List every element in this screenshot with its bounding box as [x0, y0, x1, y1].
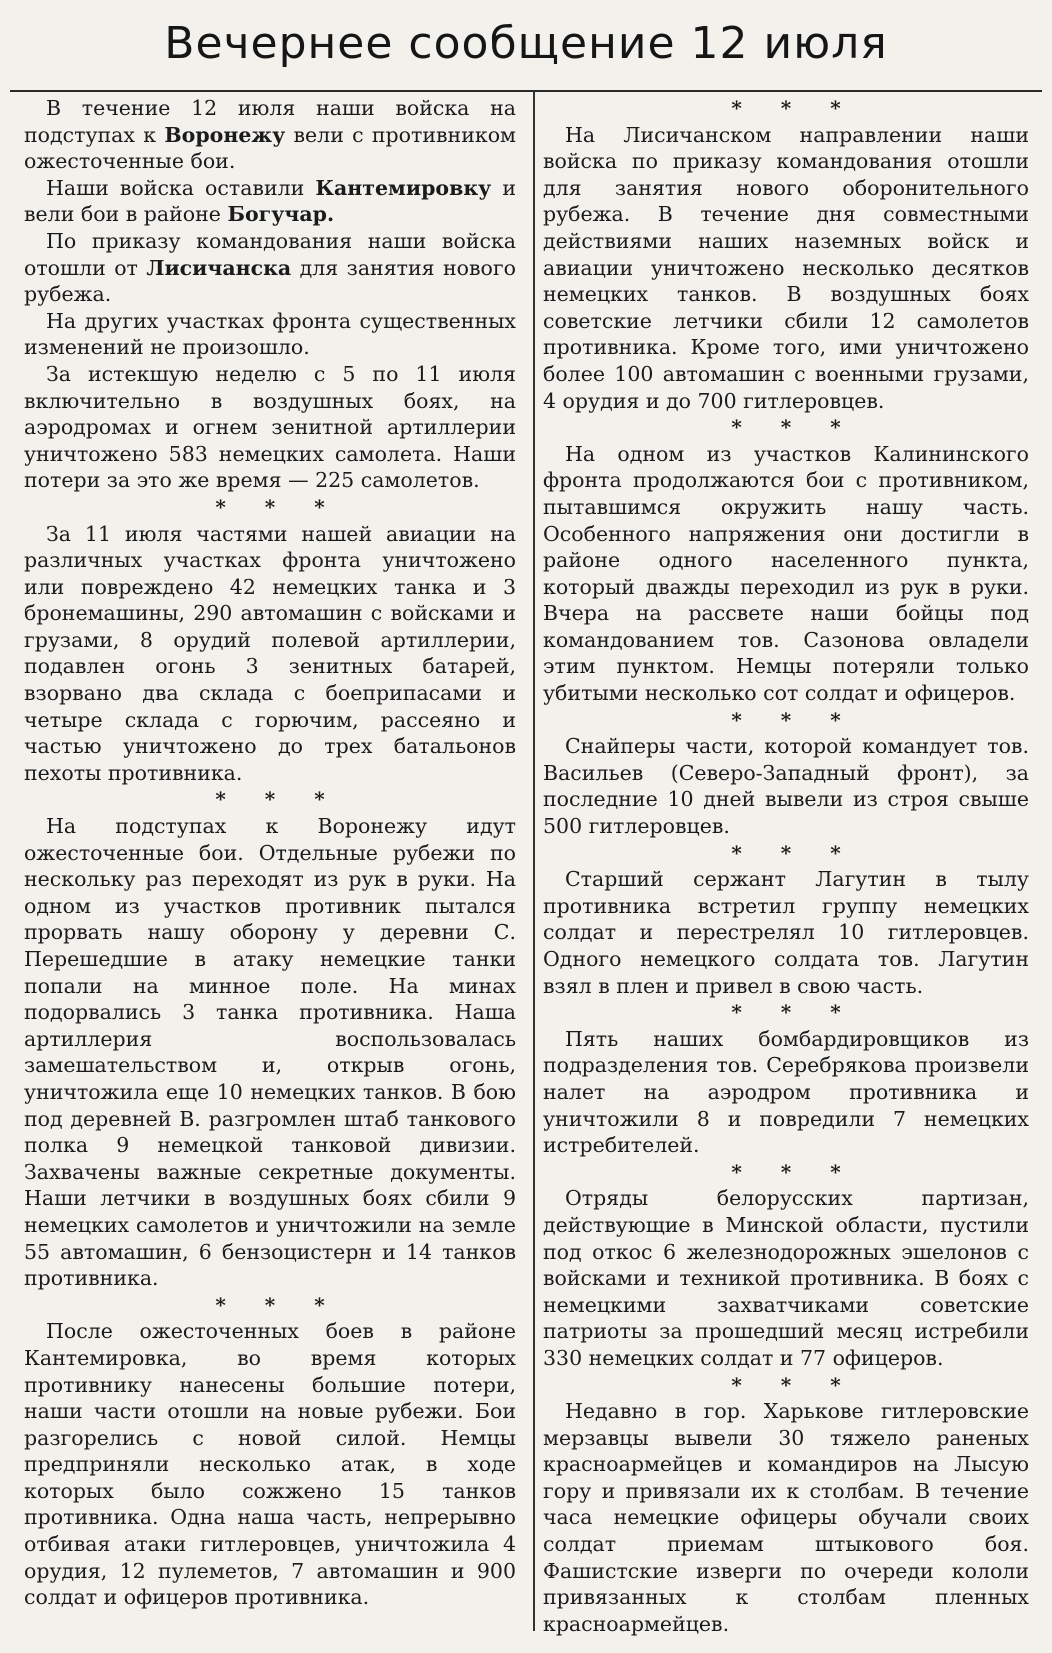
article-title: Вечернее сообщение 12 июля: [164, 18, 888, 69]
right-column: [543, 95, 1029, 1637]
left-column: [24, 95, 516, 1611]
section-separator: * * *: [731, 1372, 857, 1397]
place-name: Кантемировку: [315, 175, 492, 200]
place-name: Лисичанска: [146, 255, 292, 280]
section-separator: * * *: [731, 415, 857, 440]
paragraph: В течение 12 июля наши войска на подступах к Воронежу вели с противником ожесточенные бои.: [24, 96, 516, 174]
place-name: Богучар.: [227, 202, 335, 227]
paragraph: На подступах к Воронежу идут ожесточенные бои. Отдельные рубежи по нескольку раз переходят из рук в руки. На одном из участков противник пытался прорвать нашу оборону у деревни С. Перешедшие в атаку немецкие танки попали на минное поле. На минах подорвались 3 танка противника. Наша артиллерия воспользовалась замешательством и, открыв огонь, уничтожила еще 10 немецких танков. В бою под деревней В. разгромлен штаб танкового полка 9 немецкой танковой дивизии. Захвачены важные секретные документы. Наши летчики в воздушных боях сбили 9 немецких самолетов и уничтожили на земле 55 автомашин, 6 бензоцистерн и 14 танков противника.: [24, 814, 516, 1291]
paragraph: За истекшую неделю с 5 по 11 июля включительно в воздушных боях, на аэродромах и огнем зенитной артиллерии уничтожено 583 немецких самолета. Наши потери за это же время — 225 самолетов.: [24, 361, 516, 493]
section-separator: * * *: [215, 1292, 341, 1317]
section-separator: * * *: [215, 787, 341, 812]
section-separator: * * *: [731, 1159, 857, 1184]
paragraph: Наши войска оставили Кантемировку и вели бои в районе Богучар.: [24, 175, 516, 227]
paragraph: Недавно в гор. Харькове гитлеровские мерзавцы вывели 30 тяжело раненых красноармейцев и командиров на Лысую гору и привязали их к столбам. В течение часа немецкие офицеры обучали своих солдат приемам штыкового боя. Фашистские изверги по очереди кололи привязанных к столбам пленных красноармейцев.: [543, 1399, 1029, 1636]
section-separator: * * *: [731, 707, 857, 732]
column-divider: [533, 92, 535, 1631]
paragraph: После ожесточенных боев в районе Кантемировка, во время которых противнику нанесены большие потери, наши части отошли на новые рубежи. Бои разгорелись с новой силой. Немцы предприняли несколько атак, в ходе которых было сожжено 15 танков противника. Одна наша часть, непрерывно отбивая атаки гитлеровцев, уничтожила 4 орудия, 12 пулеметов, 7 автомашин и 900 солдат и офицеров противника.: [24, 1319, 516, 1610]
paragraph: Отряды белорусских партизан, действующие в Минской области, пустили под откос 6 железнодорожных эшелонов с войсками и техникой противника. В боях с немецкими захватчиками советские патриоты за прошедший месяц истребили 330 немецких солдат и 77 офицеров.: [543, 1186, 1029, 1370]
section-separator: * * *: [731, 96, 857, 120]
paragraph: На других участках фронта существенных изменений не произошло.: [24, 308, 516, 360]
section-separator: * * *: [731, 1000, 857, 1025]
paragraph: Старший сержант Лагутин в тылу противника встретил группу немецких солдат и перестрелял 10 гитлеровцев. Одного немецкого солдата тов. Лагутин взял в плен и привел в свою часть.: [543, 867, 1029, 998]
section-separator: * * *: [731, 840, 857, 865]
paragraph: Пять наших бомбардировщиков из подразделения тов. Серебрякова произвели налет на аэродром противника и уничтожили 8 и повредили 7 немецких истребителей.: [543, 1026, 1029, 1158]
title-rule: [10, 90, 1042, 92]
section-separator: * * *: [215, 494, 341, 519]
paragraph: По приказу командования наши войска отошли от Лисичанска для занятия нового рубежа.: [24, 228, 516, 307]
paragraph: На одном из участков Калининского фронта продолжаются бои с противником, пытавшимся окружить нашу часть. Особенного напряжения они достигли в районе одного населенного пункта, который дважды переходил из рук в руки. Вчера на рассвете наши бойцы под командованием тов. Сазонова овладели этим пунктом. Немцы потеряли только убитыми несколько сот солдат и офицеров.: [543, 441, 1029, 706]
place-name: Воронежу: [164, 122, 286, 147]
paragraph: На Лисичанском направлении наши войска по приказу командования отошли для занятия нового оборонительного рубежа. В течение дня совместными действиями наших наземных войск и авиации уничтожено несколько десятков немецких танков. В воздушных боях советские летчики сбили 12 самолетов противника. Кроме того, ими уничтожено более 100 автомашин с военными грузами, 4 орудия и до 700 гитлеровцев.: [543, 122, 1029, 413]
paragraph: Снайперы части, которой командует тов. Васильев (Северо-Западный фронт), за последние 10 дней вывели из строя свыше 500 гитлеровцев.: [543, 734, 1029, 839]
paragraph: За 11 июля частями нашей авиации на различных участках фронта уничтожено или повреждено 42 немецких танка и 3 бронемашины, 290 автомашин с войсками и грузами, 8 орудий полевой артиллерии, подавлен огонь 3 зенитных батарей, взорвано два склада с боеприпасами и четыре склада с горючим, рассеяно и частью уничтожено до трех батальонов пехоты противника.: [24, 521, 516, 785]
